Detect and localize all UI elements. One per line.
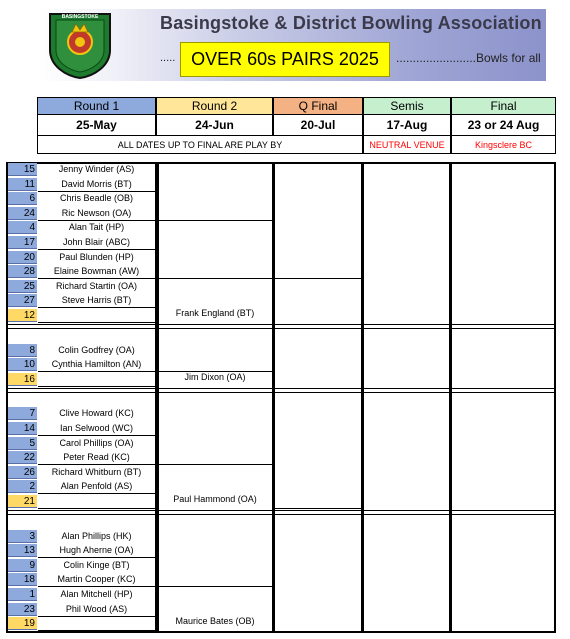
round-date-1: 25-May bbox=[37, 115, 156, 136]
bracket-line bbox=[38, 630, 157, 631]
semis-column bbox=[362, 162, 451, 633]
player-entry: Ric Newson (OA) bbox=[61, 207, 132, 218]
tagline: ........................Bowls for all bbox=[396, 51, 541, 65]
seed-number: 22 bbox=[8, 451, 37, 464]
bracket-line bbox=[157, 220, 274, 221]
bracket-line bbox=[6, 510, 556, 511]
player-entry: Richard Whitburn (BT) bbox=[51, 466, 142, 477]
player-entry: Jenny Winder (AS) bbox=[58, 164, 135, 174]
seed-number: 17 bbox=[8, 236, 37, 249]
player-entry: Clive Howard (KC) bbox=[59, 408, 134, 419]
round-header-4: Semis bbox=[363, 97, 451, 115]
seed-number: 5 bbox=[8, 437, 37, 450]
bracket-line bbox=[6, 388, 556, 389]
bracket-line bbox=[38, 557, 157, 558]
bracket-line bbox=[38, 191, 157, 192]
bracket-line bbox=[38, 616, 157, 617]
player-entry: Phil Wood (AS) bbox=[65, 603, 128, 614]
seed-number: 9 bbox=[8, 559, 37, 572]
association-logo bbox=[44, 10, 116, 80]
player-entry: John Blair (ABC) bbox=[62, 237, 131, 247]
bracket-line bbox=[157, 586, 274, 587]
round-date-5: 23 or 24 Aug bbox=[451, 115, 556, 136]
bracket-line bbox=[38, 278, 157, 279]
bracket-line bbox=[6, 514, 556, 515]
player-entry: Colin Kinge (BT) bbox=[63, 559, 130, 570]
player-entry: Alan Tait (HP) bbox=[68, 222, 125, 233]
seed-number: 1 bbox=[8, 588, 37, 601]
round-header-3: Q Final bbox=[273, 97, 363, 115]
player-entry: Elaine Bowman (AW) bbox=[53, 266, 140, 277]
bracket-line bbox=[274, 278, 363, 279]
bracket-line bbox=[38, 386, 157, 387]
seed-number: 25 bbox=[8, 280, 37, 293]
qfinal-column bbox=[273, 162, 363, 633]
bracket-line bbox=[157, 278, 274, 279]
seed-number: 3 bbox=[8, 530, 37, 543]
seed-number: 15 bbox=[8, 163, 37, 176]
player-entry: Chris Beadle (OB) bbox=[59, 193, 134, 204]
player-entry: David Morris (BT) bbox=[61, 178, 132, 189]
player-entry: Paul Blunden (HP) bbox=[59, 251, 134, 262]
bracket-line bbox=[38, 249, 157, 250]
final-column bbox=[450, 162, 556, 633]
round-date-2: 24-Jun bbox=[156, 115, 273, 136]
seed-number: 2 bbox=[8, 480, 37, 493]
bracket-line bbox=[38, 322, 157, 323]
seed-number: 10 bbox=[8, 358, 37, 371]
seed-number: 24 bbox=[8, 207, 37, 220]
final-venue-note: Kingsclere BC bbox=[451, 136, 556, 154]
bracket-line bbox=[274, 508, 363, 509]
player-entry: Ian Selwood (WC) bbox=[59, 423, 134, 433]
round-header-1: Round 1 bbox=[37, 97, 156, 115]
seed-number: 8 bbox=[8, 344, 37, 357]
player-entry: Martin Cooper (KC) bbox=[57, 574, 136, 585]
player-entry: Alan Penfold (AS) bbox=[60, 481, 133, 492]
bracket-line bbox=[38, 508, 157, 509]
bracket-line bbox=[38, 371, 157, 372]
seed-number: 18 bbox=[8, 573, 37, 586]
bye-seed: 21 bbox=[8, 495, 37, 508]
bye-seed: 19 bbox=[8, 617, 37, 630]
seed-number: 28 bbox=[8, 265, 37, 278]
seed-number: 20 bbox=[8, 251, 37, 264]
seed-number: 7 bbox=[8, 407, 37, 420]
player-entry: Colin Godfrey (OA) bbox=[58, 344, 135, 355]
bracket-line bbox=[38, 464, 157, 465]
seed-number: 13 bbox=[8, 544, 37, 557]
player-entry: Steve Harris (BT) bbox=[61, 295, 132, 306]
player-entry: Hugh Aherne (OA) bbox=[59, 545, 134, 556]
round-date-4: 17-Aug bbox=[363, 115, 451, 136]
round2-bye-player: Paul Hammond (OA) bbox=[173, 494, 257, 504]
seed-number: 4 bbox=[8, 221, 37, 234]
semis-venue-note: NEUTRAL VENUE bbox=[363, 136, 451, 154]
bracket-line bbox=[6, 392, 556, 393]
player-entry: Carol Phillips (OA) bbox=[59, 437, 134, 448]
player-entry: Alan Mitchell (HP) bbox=[60, 589, 133, 599]
player-entry: Richard Startin (OA) bbox=[55, 280, 138, 291]
bracket-line bbox=[6, 324, 556, 325]
bracket-line bbox=[38, 586, 157, 587]
round-header-2: Round 2 bbox=[156, 97, 273, 115]
round-date-3: 20-Jul bbox=[273, 115, 363, 136]
seed-number: 11 bbox=[8, 178, 37, 191]
bracket-line bbox=[6, 328, 556, 329]
bye-seed: 16 bbox=[8, 373, 37, 386]
dots-decoration: ..... bbox=[160, 52, 176, 64]
svg-text:BASINGSTOKE: BASINGSTOKE bbox=[61, 14, 99, 20]
bracket-line bbox=[363, 392, 451, 393]
round2-bye-player: Maurice Bates (OB) bbox=[175, 616, 255, 627]
round2-bye-player: Jim Dixon (OA) bbox=[184, 371, 246, 382]
round2-column bbox=[157, 162, 274, 633]
player-entry: Cynthia Hamilton (AN) bbox=[51, 359, 142, 370]
org-title: Basingstoke & District Bowling Association bbox=[160, 13, 542, 33]
bracket-line bbox=[157, 464, 274, 465]
bracket-line bbox=[38, 493, 157, 494]
player-entry: Peter Read (KC) bbox=[63, 452, 130, 463]
round-header-5: Final bbox=[451, 97, 556, 115]
player-entry: Alan Phillips (HK) bbox=[61, 530, 132, 541]
seed-number: 14 bbox=[8, 422, 37, 435]
play-by-note: ALL DATES UP TO FINAL ARE PLAY BY bbox=[37, 136, 363, 154]
bye-seed: 12 bbox=[8, 309, 37, 322]
seed-number: 26 bbox=[8, 466, 37, 479]
seed-number: 23 bbox=[8, 603, 37, 616]
round2-bye-player: Frank England (BT) bbox=[175, 308, 255, 318]
seed-number: 6 bbox=[8, 192, 37, 205]
bracket-line bbox=[38, 307, 157, 308]
event-title: OVER 60s PAIRS 2025 bbox=[180, 42, 390, 77]
seed-number: 27 bbox=[8, 294, 37, 307]
bracket-line bbox=[38, 220, 157, 221]
bracket-line bbox=[38, 435, 157, 436]
